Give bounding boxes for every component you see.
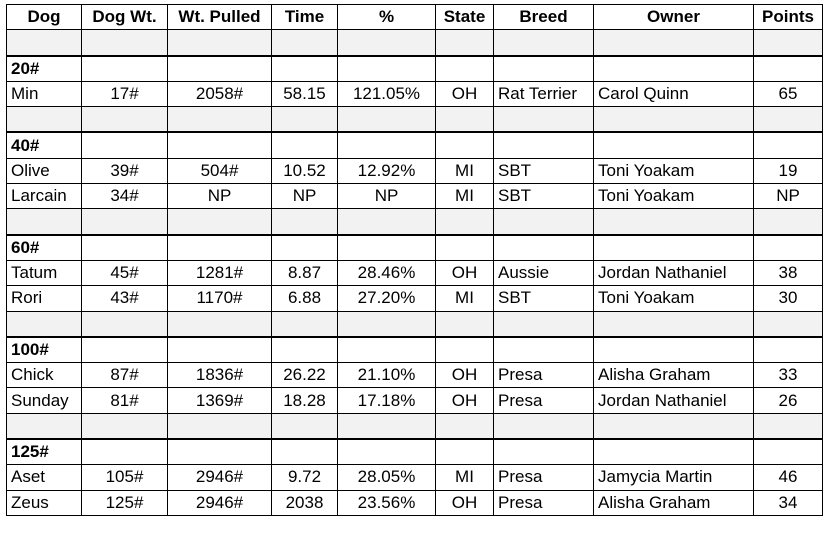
cell-breed: Rat Terrier [494, 81, 594, 106]
cell-time: 58.15 [272, 81, 338, 106]
cell-percent: 17.18% [338, 388, 436, 413]
empty-cell [338, 209, 436, 235]
header-dog-weight: Dog Wt. [82, 5, 168, 30]
cell-owner: Carol Quinn [594, 81, 754, 106]
cell-dog: Sunday [7, 388, 82, 413]
cell-owner: Jordan Nathaniel [594, 260, 754, 285]
empty-cell [594, 235, 754, 261]
empty-cell [338, 107, 436, 133]
empty-cell [272, 413, 338, 439]
cell-state: OH [436, 388, 494, 413]
weight-class-row [7, 56, 823, 82]
cell-state: MI [436, 286, 494, 311]
empty-cell [168, 235, 272, 261]
cell-points: NP [754, 184, 823, 209]
empty-cell [754, 311, 823, 337]
cell-points: 33 [754, 363, 823, 388]
empty-cell [272, 56, 338, 82]
cell-breed: SBT [494, 184, 594, 209]
cell-percent: 28.05% [338, 465, 436, 490]
spacer-row [7, 107, 823, 133]
table-row [7, 363, 823, 388]
empty-cell [82, 439, 168, 465]
empty-cell [168, 209, 272, 235]
empty-cell [7, 209, 82, 235]
empty-cell [494, 209, 594, 235]
cell-percent: 28.46% [338, 260, 436, 285]
empty-cell [436, 311, 494, 337]
empty-cell [436, 439, 494, 465]
empty-cell [436, 413, 494, 439]
empty-cell [754, 337, 823, 363]
cell-weight-pulled: 504# [168, 158, 272, 183]
cell-dog-weight: 17# [82, 81, 168, 106]
header-owner: Owner [594, 5, 754, 30]
cell-state: OH [436, 81, 494, 106]
empty-cell [338, 337, 436, 363]
table-body [7, 30, 823, 516]
cell-owner: Toni Yoakam [594, 286, 754, 311]
cell-dog: Min [7, 81, 82, 106]
empty-cell [168, 439, 272, 465]
cell-dog: Olive [7, 158, 82, 183]
empty-cell [494, 311, 594, 337]
cell-dog-weight: 105# [82, 465, 168, 490]
empty-cell [594, 56, 754, 82]
empty-cell [82, 30, 168, 56]
cell-percent: 21.10% [338, 363, 436, 388]
cell-time: 2038 [272, 490, 338, 515]
empty-cell [338, 413, 436, 439]
empty-cell [436, 132, 494, 158]
cell-percent: 23.56% [338, 490, 436, 515]
empty-cell [436, 209, 494, 235]
empty-cell [494, 413, 594, 439]
cell-points: 46 [754, 465, 823, 490]
weight-class-label: 125# [7, 439, 82, 465]
cell-weight-pulled: 2058# [168, 81, 272, 106]
results-table [6, 4, 823, 516]
table-row [7, 158, 823, 183]
cell-dog-weight: 39# [82, 158, 168, 183]
empty-cell [272, 439, 338, 465]
cell-dog-weight: 45# [82, 260, 168, 285]
table-row [7, 184, 823, 209]
cell-time: 9.72 [272, 465, 338, 490]
cell-time: 6.88 [272, 286, 338, 311]
weight-class-row [7, 439, 823, 465]
empty-cell [754, 439, 823, 465]
empty-cell [168, 30, 272, 56]
empty-cell [494, 56, 594, 82]
empty-cell [272, 311, 338, 337]
cell-time: 10.52 [272, 158, 338, 183]
empty-cell [82, 235, 168, 261]
header-time: Time [272, 5, 338, 30]
table-row [7, 388, 823, 413]
cell-breed: Presa [494, 465, 594, 490]
cell-state: MI [436, 184, 494, 209]
empty-cell [754, 30, 823, 56]
cell-weight-pulled: 1369# [168, 388, 272, 413]
cell-percent: 121.05% [338, 81, 436, 106]
cell-percent: 27.20% [338, 286, 436, 311]
cell-owner: Jamycia Martin [594, 465, 754, 490]
empty-cell [494, 235, 594, 261]
cell-time: NP [272, 184, 338, 209]
spacer-row [7, 30, 823, 56]
cell-points: 65 [754, 81, 823, 106]
cell-breed: Aussie [494, 260, 594, 285]
empty-cell [82, 337, 168, 363]
cell-owner: Toni Yoakam [594, 184, 754, 209]
empty-cell [594, 107, 754, 133]
empty-cell [272, 235, 338, 261]
empty-cell [494, 30, 594, 56]
cell-dog: Tatum [7, 260, 82, 285]
header-points: Points [754, 5, 823, 30]
empty-cell [436, 235, 494, 261]
cell-breed: Presa [494, 388, 594, 413]
cell-dog: Zeus [7, 490, 82, 515]
empty-cell [338, 235, 436, 261]
empty-cell [594, 132, 754, 158]
header-breed: Breed [494, 5, 594, 30]
empty-cell [754, 413, 823, 439]
empty-cell [7, 107, 82, 133]
cell-dog-weight: 87# [82, 363, 168, 388]
empty-cell [594, 413, 754, 439]
weight-class-row [7, 235, 823, 261]
cell-dog-weight: 43# [82, 286, 168, 311]
empty-cell [82, 413, 168, 439]
empty-cell [494, 107, 594, 133]
cell-points: 34 [754, 490, 823, 515]
empty-cell [7, 413, 82, 439]
cell-weight-pulled: 1170# [168, 286, 272, 311]
cell-dog-weight: 125# [82, 490, 168, 515]
table-row [7, 490, 823, 515]
cell-percent: NP [338, 184, 436, 209]
header-weight-pulled: Wt. Pulled [168, 5, 272, 30]
empty-cell [594, 209, 754, 235]
spacer-row [7, 413, 823, 439]
empty-cell [594, 311, 754, 337]
cell-time: 8.87 [272, 260, 338, 285]
empty-cell [82, 107, 168, 133]
table-row [7, 81, 823, 106]
cell-dog: Chick [7, 363, 82, 388]
empty-cell [754, 132, 823, 158]
empty-cell [594, 337, 754, 363]
cell-points: 19 [754, 158, 823, 183]
table-row [7, 286, 823, 311]
spacer-row [7, 311, 823, 337]
table-row [7, 260, 823, 285]
empty-cell [168, 413, 272, 439]
cell-points: 30 [754, 286, 823, 311]
weight-class-row [7, 337, 823, 363]
empty-cell [168, 311, 272, 337]
cell-owner: Toni Yoakam [594, 158, 754, 183]
weight-class-label: 40# [7, 132, 82, 158]
cell-state: OH [436, 363, 494, 388]
empty-cell [754, 235, 823, 261]
cell-dog-weight: 34# [82, 184, 168, 209]
cell-owner: Alisha Graham [594, 490, 754, 515]
empty-cell [7, 311, 82, 337]
weight-class-label: 100# [7, 337, 82, 363]
empty-cell [82, 56, 168, 82]
cell-dog-weight: 81# [82, 388, 168, 413]
empty-cell [436, 337, 494, 363]
empty-cell [168, 56, 272, 82]
cell-time: 18.28 [272, 388, 338, 413]
empty-cell [754, 56, 823, 82]
empty-cell [168, 337, 272, 363]
empty-cell [272, 30, 338, 56]
empty-cell [594, 439, 754, 465]
cell-breed: Presa [494, 490, 594, 515]
empty-cell [494, 337, 594, 363]
empty-cell [494, 439, 594, 465]
header-percent: % [338, 5, 436, 30]
cell-state: OH [436, 490, 494, 515]
cell-breed: SBT [494, 286, 594, 311]
empty-cell [594, 30, 754, 56]
empty-cell [272, 107, 338, 133]
cell-state: MI [436, 465, 494, 490]
empty-cell [338, 56, 436, 82]
header-state: State [436, 5, 494, 30]
cell-state: MI [436, 158, 494, 183]
cell-dog: Rori [7, 286, 82, 311]
empty-cell [82, 132, 168, 158]
weight-class-label: 20# [7, 56, 82, 82]
cell-weight-pulled: 1836# [168, 363, 272, 388]
empty-cell [338, 132, 436, 158]
empty-cell [7, 30, 82, 56]
empty-cell [168, 132, 272, 158]
empty-cell [436, 30, 494, 56]
cell-owner: Alisha Graham [594, 363, 754, 388]
empty-cell [754, 209, 823, 235]
cell-percent: 12.92% [338, 158, 436, 183]
header-row [7, 5, 823, 30]
table-row [7, 465, 823, 490]
empty-cell [338, 311, 436, 337]
cell-weight-pulled: 2946# [168, 490, 272, 515]
empty-cell [272, 209, 338, 235]
empty-cell [754, 107, 823, 133]
empty-cell [338, 30, 436, 56]
cell-time: 26.22 [272, 363, 338, 388]
empty-cell [338, 439, 436, 465]
empty-cell [272, 132, 338, 158]
empty-cell [82, 209, 168, 235]
cell-weight-pulled: NP [168, 184, 272, 209]
empty-cell [494, 132, 594, 158]
cell-weight-pulled: 2946# [168, 465, 272, 490]
weight-class-row [7, 132, 823, 158]
cell-owner: Jordan Nathaniel [594, 388, 754, 413]
cell-breed: Presa [494, 363, 594, 388]
empty-cell [436, 56, 494, 82]
cell-dog: Aset [7, 465, 82, 490]
empty-cell [82, 311, 168, 337]
cell-points: 38 [754, 260, 823, 285]
spacer-row [7, 209, 823, 235]
header-dog: Dog [7, 5, 82, 30]
cell-breed: SBT [494, 158, 594, 183]
weight-class-label: 60# [7, 235, 82, 261]
empty-cell [436, 107, 494, 133]
cell-dog: Larcain [7, 184, 82, 209]
empty-cell [272, 337, 338, 363]
cell-state: OH [436, 260, 494, 285]
cell-points: 26 [754, 388, 823, 413]
empty-cell [168, 107, 272, 133]
cell-weight-pulled: 1281# [168, 260, 272, 285]
